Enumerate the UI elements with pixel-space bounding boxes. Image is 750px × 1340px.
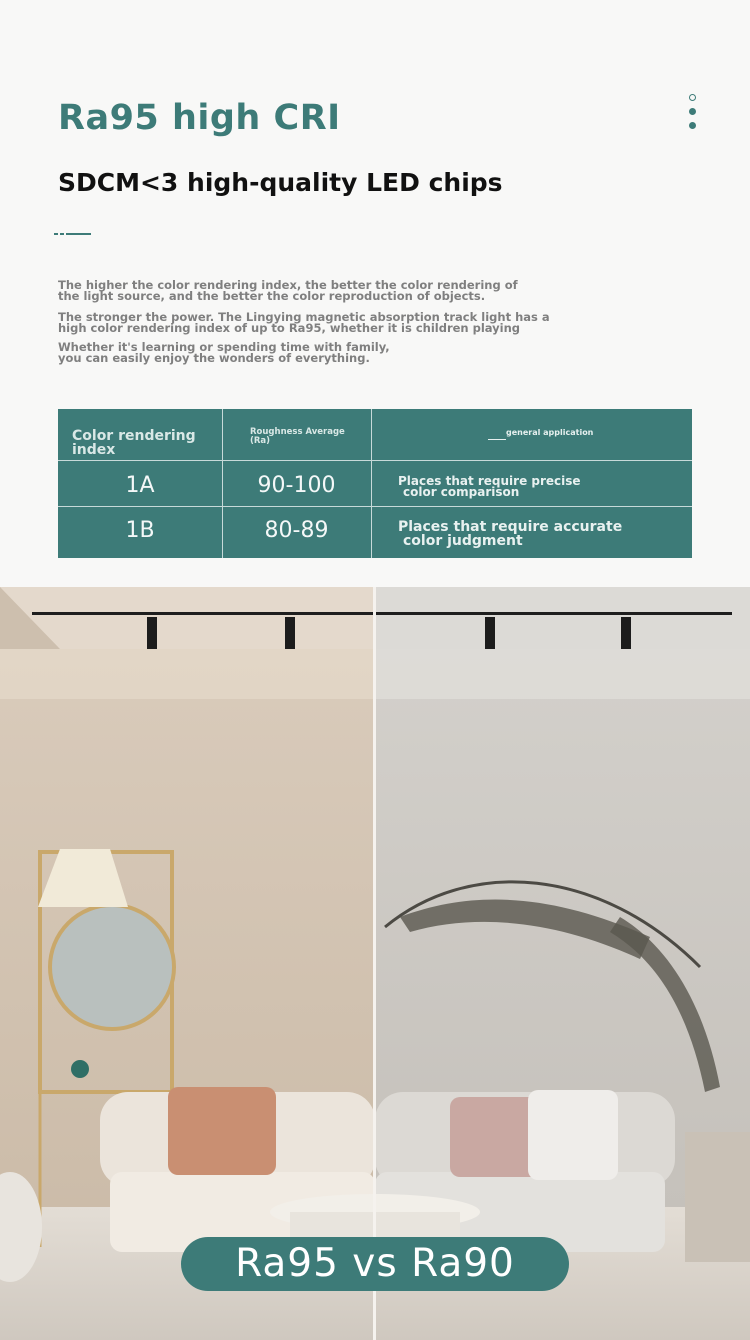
living-room-comparison-image — [0, 587, 750, 1340]
header-roughness-average: Roughness Average (Ra) — [250, 427, 345, 446]
table-cell-ra: 80-89 — [264, 518, 329, 543]
cri-table — [58, 409, 692, 558]
page-title: Ra95 high CRI — [58, 98, 341, 138]
description-paragraph-1: The higher the color rendering index, the better the color rendering of the light source, and the better the color reproduction of objects. — [58, 278, 518, 303]
comparison-label-badge: Ra95 vs Ra90 — [181, 1237, 569, 1291]
table-cell-application: Places that require precise color comparison — [398, 474, 581, 499]
header-color-rendering-index: Color rendering index — [72, 428, 196, 458]
page-subtitle: SDCM<3 high-quality LED chips — [58, 168, 503, 197]
accent-divider — [54, 233, 91, 236]
more-options-icon[interactable] — [686, 94, 698, 134]
table-cell-index: 1B — [125, 518, 155, 543]
header-section — [0, 0, 750, 587]
living-room-illustration — [0, 587, 750, 1340]
table-cell-application: Places that require accurate color judgment — [398, 519, 623, 549]
header-general-application: general application — [506, 428, 594, 437]
description-paragraph-3: Whether it's learning or spending time with family, you can easily enjoy the wonders of everything. — [58, 340, 390, 365]
table-cell-ra: 90-100 — [257, 473, 336, 498]
description-paragraph-2: The stronger the power. The Lingying magnetic absorption track light has a high color rendering index of up to Ra95, whether it is children playing — [58, 310, 550, 335]
header-underline — [488, 439, 506, 440]
table-cell-index: 1A — [125, 473, 155, 498]
